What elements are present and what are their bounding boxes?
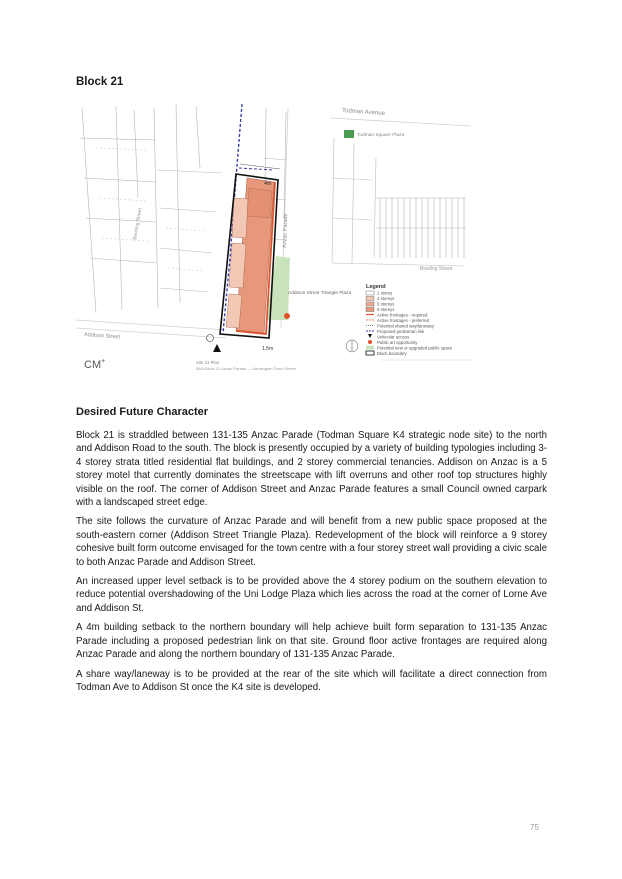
todman-avenue-label: Todman Avenue (341, 108, 386, 117)
drawing-number: Site 21 Plan (196, 360, 220, 365)
legend-item: 5 storeys (377, 301, 395, 307)
brand-logo: CM+ (84, 358, 106, 371)
paragraph: A share way/laneway is to be provided at the rear of the site which will facilitate a direct connection from Todman Ave to Addison St once the K4 site is developed. (76, 668, 547, 693)
paragraph: A 4m building setback to the northern boundary will help achieve built form separation to 131-135 Anzac Parade including a proposed pedestrian link on that site. Ground floor active frontages are required along Anzac Parade and along the northern boundary of 131-135 Anzac Parade. (76, 622, 547, 661)
legend-item: Proposed pedestrian link (377, 329, 425, 334)
todman-square-plaza-label: Todman Square Plaza (357, 133, 405, 138)
section-heading: Desired Future Character (76, 406, 209, 418)
site-plan-figure (76, 98, 546, 378)
legend (346, 284, 453, 356)
legend-item: 4 storeys (377, 296, 395, 301)
setback-north-label: 4m (264, 181, 272, 187)
legend-item: Block boundary (377, 351, 407, 356)
legend-item: Active frontages - required (377, 312, 428, 318)
legend-item: Potential new or upgraded public space (377, 345, 453, 351)
context-street-label: Bowling Street (420, 266, 453, 272)
paragraph: Block 21 is straddled between 131-135 Anzac Parade (Todman Square K4 strategic node site) to the north and Addison Road to the south. The block is presently occupied by a variety of building typologies including 3-4 storey strata titled residential flat buildings, and 2 storey commercial tenancies. Addison on Anzac is a 5 storey motel that currently dominates the streetscape with lift overruns and other roof top structures highly visible on the roof. The corner of Addison Street and Anzac Parade features a small Council owned carpark with a landscaped street edge. (76, 430, 547, 509)
lot-dashes-left (96, 148, 206, 271)
north-point-icon (207, 335, 214, 342)
vehicular-access-icon (213, 344, 221, 352)
site-plan-drawing (76, 98, 546, 378)
legend-item: Vehicular access (377, 334, 410, 340)
drawing-caption: B&A Block 21 Anzac Parade — Kensington Town Centre (196, 366, 296, 371)
paragraph: An increased upper level setback is to be provided above the 4 storey podium on the southern elevation to reduce potential overshadowing of the Uni Lodge Plaza which lies across the road at the corner of Lorne Ave and Addison St. (76, 576, 547, 614)
legend-item: Public art opportunity (377, 340, 418, 345)
legend-item: Active frontages - preferred (377, 318, 430, 323)
addison-street-label: Addison Street (83, 332, 121, 341)
paragraph: The site follows the curvature of Anzac Parade and will benefit from a new public space proposed at the south-eastern corner (Addison Street Triangle Plaza). Redevelopment of the block will reinforce a 9 storey cohesive built form outcome envisaged for the town centre with a four storey street wall providing a civic scale to both Anzac Parade and Addison Street. (76, 516, 547, 568)
plaza-label: Addison Street Triangle Plaza (288, 291, 352, 296)
legend-title: Legend (366, 284, 386, 290)
legend-item: 9 storeys (377, 307, 395, 312)
block-title: Block 21 (76, 76, 124, 88)
legend-item: Potential shared way/laneway (377, 323, 434, 329)
public-art-icon (284, 313, 290, 319)
context-map (331, 108, 471, 272)
anzac-parade-label: Anzac Parade (282, 213, 290, 249)
page-number: 75 (530, 823, 539, 832)
setback-south-label: 1.5m (262, 346, 274, 352)
side-street-label: Bowling Street (132, 207, 144, 241)
body-text (76, 429, 547, 700)
legend-item: 1 storey (377, 290, 393, 296)
todman-square-plaza (344, 130, 354, 138)
